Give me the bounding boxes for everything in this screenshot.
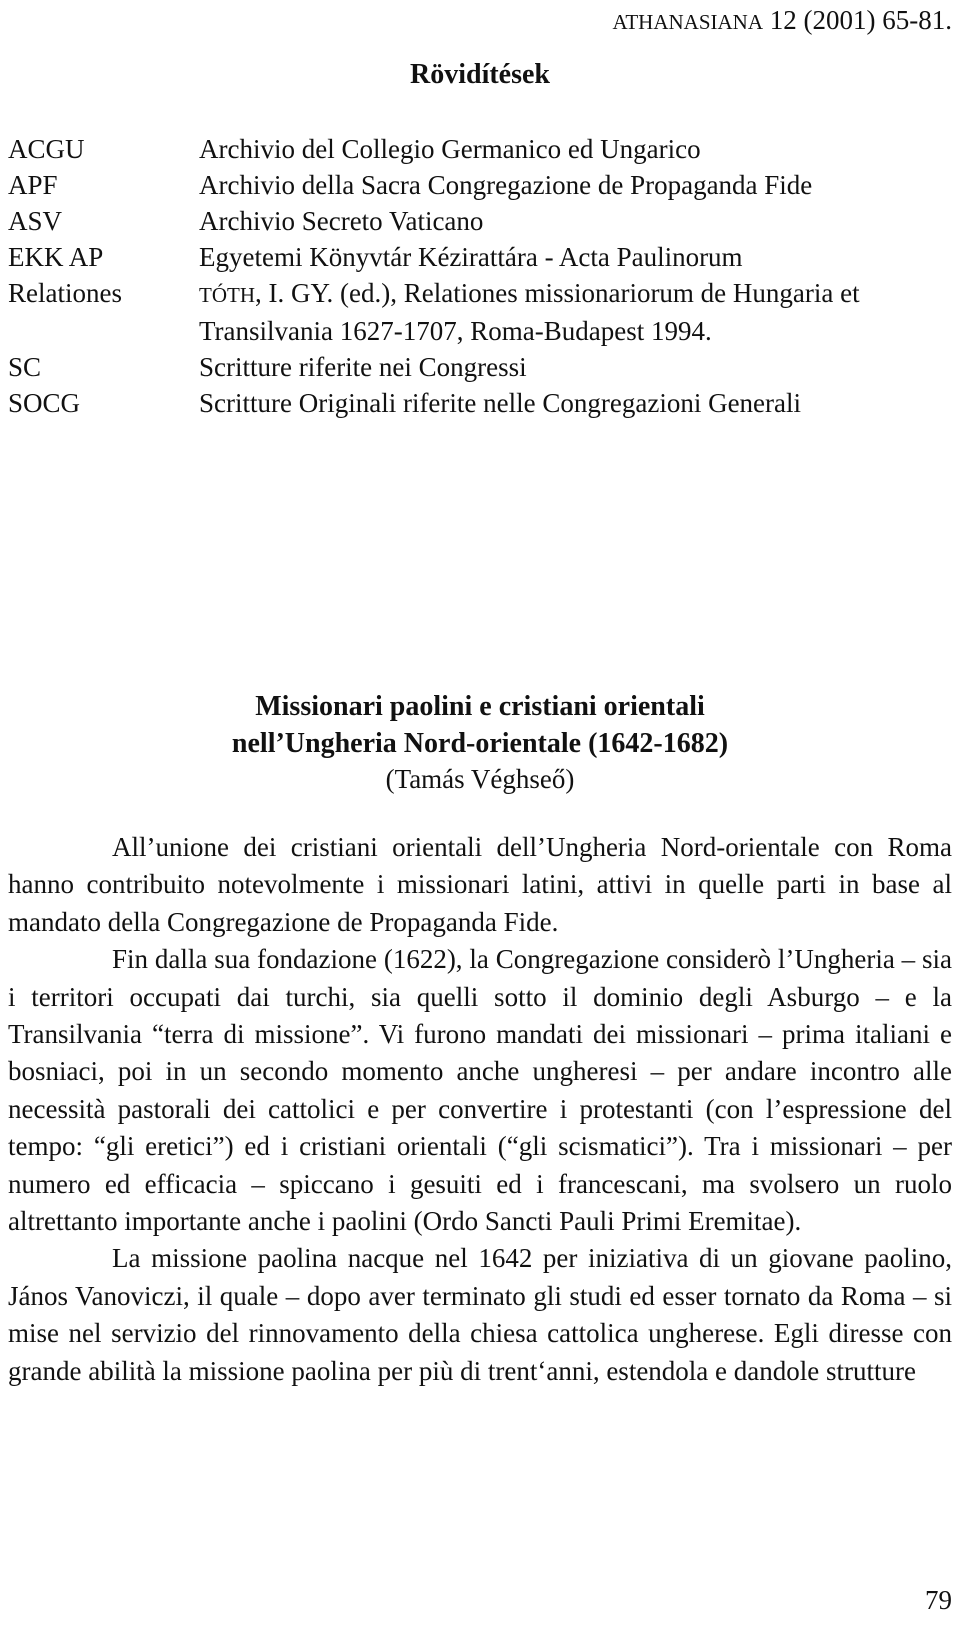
abbreviation-row — [8, 167, 952, 203]
abbreviation-row — [8, 349, 952, 385]
journal-volume-pages: 12 (2001) 65-81. — [763, 5, 952, 35]
body-paragraph: La missione paolina nacque nel 1642 per iniziativa di un giovane paolino, János Vanoviczi, il quale – dopo aver terminato gli studi ed esser tornato da Roma – si mise nel servizio del rinnovamento della chiesa cattolica ungherese. Egli diresse con grande abilità la missione paolina per più di trent‘anni, estendola e dandole strutture — [8, 1243, 952, 1386]
abbreviation-row — [8, 385, 952, 421]
abbreviation-value: Archivio del Collegio Germanico ed Ungarico — [199, 134, 701, 164]
article-author: (Tamás Véghseő) — [385, 764, 575, 794]
abbreviation-value: Scritture riferite nei Congressi — [199, 352, 527, 382]
abbreviation-row — [8, 239, 952, 275]
journal-name: ATHANASIANA — [612, 10, 764, 34]
article-title — [0, 688, 960, 762]
abbreviations-heading: Rövidítések — [410, 59, 550, 90]
abbreviation-value: Archivio della Sacra Congregazione de Propaganda Fide — [199, 170, 813, 200]
abbreviation-value — [199, 275, 952, 349]
abbreviation-key: ASV — [8, 206, 63, 236]
page-number: 79 — [925, 1585, 952, 1615]
journal-reference — [613, 4, 952, 38]
abbreviation-value: Scritture Originali riferite nelle Congregazioni Generali — [199, 388, 802, 418]
abbreviation-key: APF — [8, 170, 58, 200]
abbreviation-value: Egyetemi Könyvtár Kézirattára - Acta Paulinorum — [199, 242, 743, 272]
abbreviation-row — [8, 203, 952, 239]
editor-surname: TÓTH — [199, 283, 255, 307]
body-paragraph: Fin dalla sua fondazione (1622), la Congregazione considerò l’Ungheria – sia i territori occupati dai turchi, sia quelli sotto il dominio degli Asburgo – e la Transilvania “terra di missione”. Vi furono mandati dei missionari – prima italiani e bosniaci, poi in un secondo momento anche ungheresi – per andare incontro alle necessità pastorali dei cattolici e per convertire i protestanti (con l’espressione del tempo: “gli eretici”) ed i cristiani orientali (“gli scismatici”). Tra i missionari – per numero ed efficacia – spiccano i gesuiti ed i francescani, ma svolsero un ruolo altrettanto importante anche i paolini (Ordo Sancti Pauli Primi Eremitae). — [8, 944, 952, 1237]
reference-citation: , I. GY. (ed.), Relationes missionariorum de Hungaria et Transilvania 1627-1707, Roma-Budapest 1994. — [199, 278, 860, 346]
abbreviation-row — [8, 131, 952, 167]
abbreviations-list — [8, 131, 952, 421]
abbreviation-value: Archivio Secreto Vaticano — [199, 206, 484, 236]
abbreviation-key: Relationes — [8, 278, 122, 308]
abbreviation-key: EKK AP — [8, 242, 104, 272]
abbreviation-key: SC — [8, 352, 42, 382]
article-title-line: Missionari paolini e cristiani orientali — [255, 691, 705, 722]
abbreviation-key: SOCG — [8, 388, 81, 418]
body-paragraph: All’unione dei cristiani orientali dell’Ungheria Nord-orientale con Roma hanno contribuito notevolmente i missionari latini, attivi in quelle parti in base al mandato della Congregazione de Propaganda Fide. — [8, 832, 952, 937]
abbreviation-row — [8, 275, 952, 349]
article-body — [8, 829, 952, 1390]
article-title-line: nell’Ungheria Nord-orientale (1642-1682) — [231, 728, 729, 759]
abbreviation-key: ACGU — [8, 134, 85, 164]
